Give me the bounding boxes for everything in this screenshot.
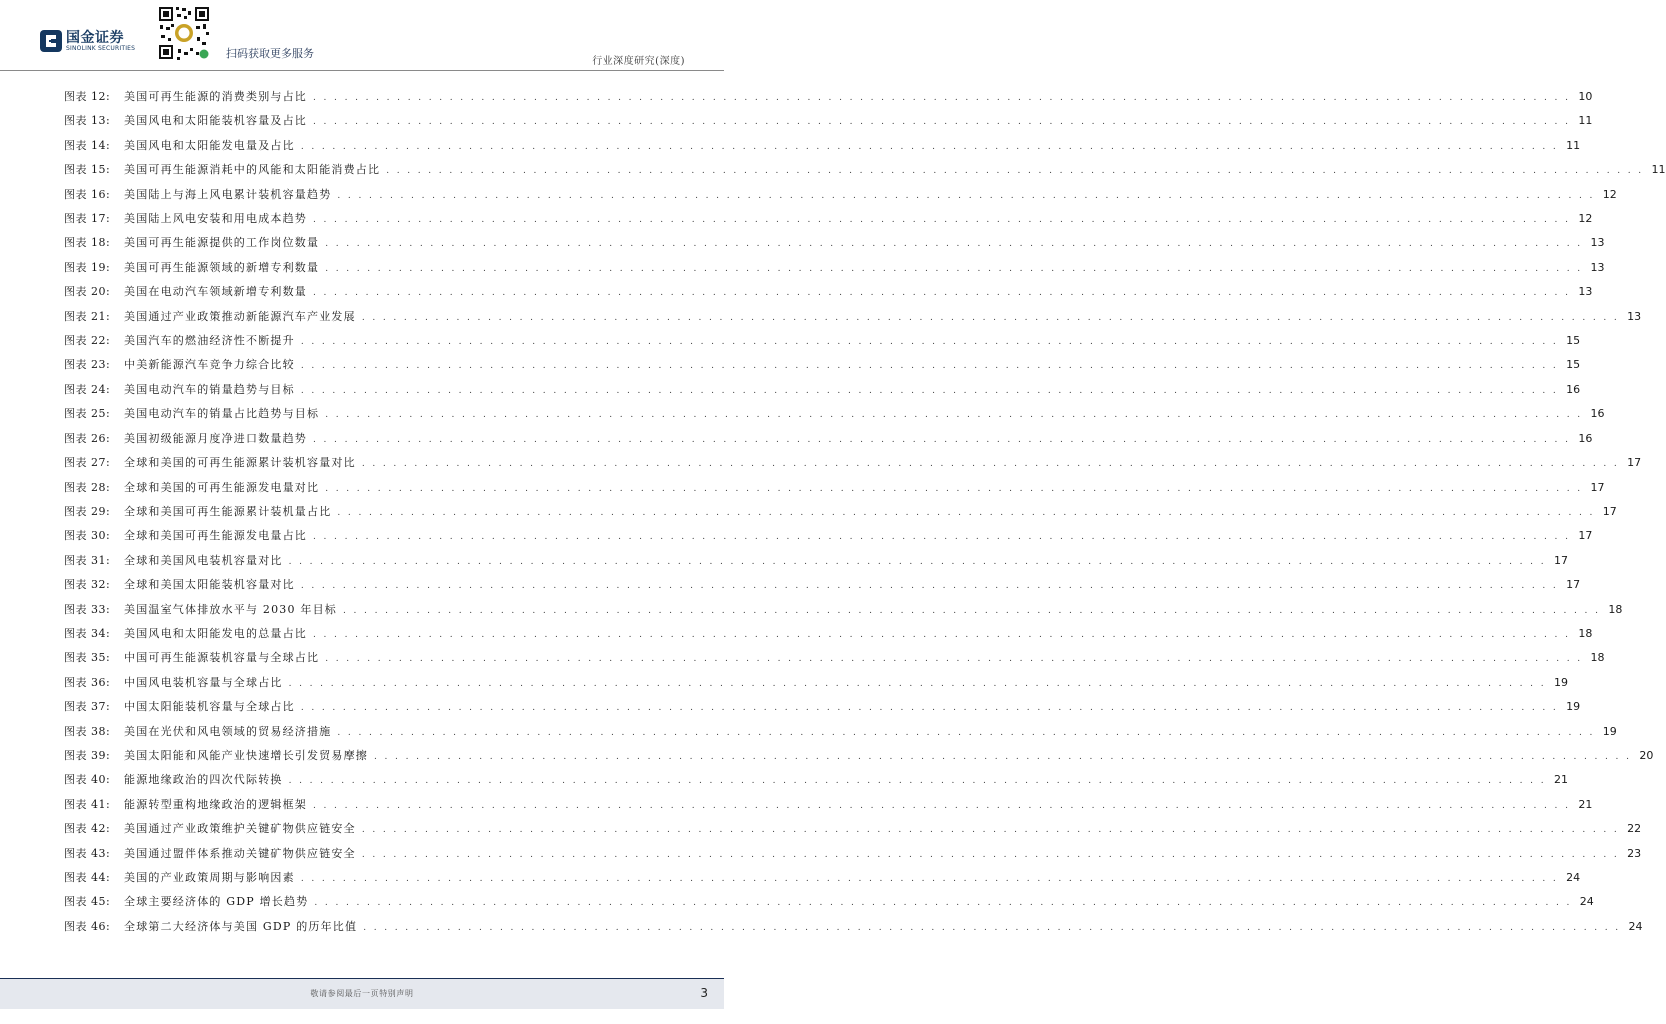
toc-entry-title: 美国通过产业政策维护关键矿物供应链安全: [124, 822, 356, 836]
toc-entry[interactable]: [64, 893, 1594, 917]
toc-dot-leader: . . . . . . . . . . . . . . . . . . . . . . . . . . . . . . . . . . . . . . . . . . . . . . . . . . . . . . . . . . . . . . . . . . . . . . . . . . . . . . . . . . . . . . . . . . . . . . . . . . . . . . . . . . . . . . . . . . . . . . . .: [313, 117, 1571, 128]
toc-entry[interactable]: [64, 796, 1593, 820]
toc-entry-page: 18: [1608, 602, 1623, 616]
toc-entry[interactable]: [64, 771, 1568, 795]
toc-entry-page: 11: [1566, 138, 1581, 152]
toc-entry[interactable]: [64, 625, 1593, 649]
toc-entry-label: 图表 35:: [64, 651, 111, 665]
toc-dot-leader: . . . . . . . . . . . . . . . . . . . . . . . . . . . . . . . . . . . . . . . . . . . . . . . . . . . . . . . . . . . . . . . . . . . . . . . . . . . . . . . . . . . . . . . . . . . . . . . . . . . . . . . . . . . . . . . . . . . . . . . .: [300, 581, 1559, 592]
toc-entry-title: 美国通过产业政策推动新能源汽车产业发展: [124, 309, 356, 323]
toc-entry-title: 全球主要经济体的 GDP 增长趋势: [124, 895, 309, 909]
toc-entry-label: 图表 18:: [64, 236, 111, 250]
toc-entry-label: 图表 38:: [64, 724, 111, 738]
toc-entry[interactable]: [64, 845, 1642, 869]
toc-entry-title: 美国温室气体排放水平与 2030 年目标: [124, 602, 337, 616]
toc-entry-page: 17: [1602, 504, 1617, 518]
toc-entry[interactable]: [64, 234, 1605, 258]
qr-code-icon[interactable]: [156, 2, 212, 64]
toc-dot-leader: . . . . . . . . . . . . . . . . . . . . . . . . . . . . . . . . . . . . . . . . . . . . . . . . . . . . . . . . . . . . . . . . . . . . . . . . . . . . . . . . . . . . . . . . . . . . . . . . . . . . . . . . . . . . . . . . . . . . . . . .: [361, 825, 1620, 836]
toc-entry-title: 美国电动汽车的销量占比趋势与目标: [124, 407, 320, 421]
toc-entry[interactable]: [64, 405, 1605, 429]
toc-dot-leader: . . . . . . . . . . . . . . . . . . . . . . . . . . . . . . . . . . . . . . . . . . . . . . . . . . . . . . . . . . . . . . . . . . . . . . . . . . . . . . . . . . . . . . . . . . . . . . . . . . . . . . . . . . . . . . . . . . . . . . . .: [325, 410, 1583, 421]
toc-entry[interactable]: [64, 869, 1581, 893]
toc-entry-page: 13: [1590, 260, 1605, 274]
toc-entry[interactable]: [64, 210, 1593, 234]
report-type: 行业深度研究(深度): [592, 56, 685, 67]
toc-entry-title: 美国电动汽车的销量趋势与目标: [124, 382, 295, 396]
toc-entry[interactable]: [64, 674, 1568, 698]
toc-entry[interactable]: [64, 283, 1593, 307]
toc-entry-title: 能源地缘政治的四次代际转换: [124, 773, 283, 787]
toc-entry[interactable]: [64, 649, 1605, 673]
toc-dot-leader: . . . . . . . . . . . . . . . . . . . . . . . . . . . . . . . . . . . . . . . . . . . . . . . . . . . . . . . . . . . . . . . . . . . . . . . . . . . . . . . . . . . . . . . . . . . . . . . . . . . . . . . . . . . . . . . . . . . . . . . .: [300, 337, 1559, 348]
toc-entry-page: 16: [1566, 382, 1581, 396]
toc-entry[interactable]: [64, 747, 1654, 771]
toc-entry-title: 全球和美国可再生能源累计装机量占比: [124, 504, 332, 518]
toc-dot-leader: . . . . . . . . . . . . . . . . . . . . . . . . . . . . . . . . . . . . . . . . . . . . . . . . . . . . . . . . . . . . . . . . . . . . . . . . . . . . . . . . . . . . . . . . . . . . . . . . . . . . . . . . . . . . . . . . . . . . . . . .: [288, 678, 1546, 689]
disclaimer-note: 敬请参阅最后一页特别声明: [310, 989, 414, 998]
toc-entry-page: 16: [1590, 407, 1605, 421]
toc-entry-page: 12: [1602, 187, 1617, 201]
toc-entry-page: 19: [1602, 724, 1617, 738]
toc-dot-leader: . . . . . . . . . . . . . . . . . . . . . . . . . . . . . . . . . . . . . . . . . . . . . . . . . . . . . . . . . . . . . . . . . . . . . . . . . . . . . . . . . . . . . . . . . . . . . . . . . . . . . . . . . . . . . . . . . . . . . . . .: [325, 263, 1583, 274]
toc-entry[interactable]: [64, 356, 1581, 380]
toc-dot-leader: . . . . . . . . . . . . . . . . . . . . . . . . . . . . . . . . . . . . . . . . . . . . . . . . . . . . . . . . . . . . . . . . . . . . . . . . . . . . . . . . . . . . . . . . . . . . . . . . . . . . . . . . . . . . . . . . . . . . . . . .: [313, 434, 1571, 445]
toc-entry[interactable]: [64, 430, 1593, 454]
toc-entry-page: 11: [1651, 163, 1666, 177]
toc-entry-label: 图表 45:: [64, 895, 111, 909]
toc-entry[interactable]: [64, 479, 1605, 503]
toc-entry-label: 图表 19:: [64, 260, 111, 274]
toc-dot-leader: . . . . . . . . . . . . . . . . . . . . . . . . . . . . . . . . . . . . . . . . . . . . . . . . . . . . . . . . . . . . . . . . . . . . . . . . . . . . . . . . . . . . . . . . . . . . . . . . . . . . . . . . . . . . . . . . . . . . . . . .: [313, 288, 1571, 299]
toc-entry-page: 17: [1566, 578, 1581, 592]
toc-entry-label: 图表 13:: [64, 114, 111, 128]
toc-entry-title: 美国汽车的燃油经济性不断提升: [124, 334, 295, 348]
toc-entry[interactable]: [64, 601, 1623, 625]
toc-entry[interactable]: [64, 576, 1581, 600]
toc-entry-page: 10: [1578, 90, 1593, 103]
toc-entry-label: 图表 46:: [64, 919, 111, 933]
toc-entry-title: 美国风电和太阳能发电的总量占比: [124, 626, 307, 640]
toc-entry-title: 美国的产业政策周期与影响因素: [124, 871, 295, 884]
toc-entry-page: 18: [1590, 651, 1605, 665]
toc-entry-label: 图表 31:: [64, 553, 111, 567]
toc-entry-page: 24: [1579, 895, 1594, 909]
toc-entry-title: 全球和美国的可再生能源累计装机容量对比: [124, 456, 356, 470]
toc-entry-title: 中美新能源汽车竞争力综合比较: [124, 358, 295, 372]
toc-entry-title: 美国在电动汽车领域新增专利数量: [124, 285, 307, 299]
header-divider: [0, 70, 724, 71]
toc-entry-label: 图表 42:: [64, 822, 111, 836]
toc-entry-label: 图表 25:: [64, 407, 111, 421]
toc-dot-leader: . . . . . . . . . . . . . . . . . . . . . . . . . . . . . . . . . . . . . . . . . . . . . . . . . . . . . . . . . . . . . . . . . . . . . . . . . . . . . . . . . . . . . . . . . . . . . . . . . . . . . . . . . . . . . . . . . . . . . . . .: [314, 898, 1572, 909]
toc-entry[interactable]: [64, 186, 1617, 210]
toc-dot-leader: . . . . . . . . . . . . . . . . . . . . . . . . . . . . . . . . . . . . . . . . . . . . . . . . . . . . . . . . . . . . . . . . . . . . . . . . . . . . . . . . . . . . . . . . . . . . . . . . . . . . . . . . . . . . . . . . . . . . . . . .: [386, 166, 1644, 177]
toc-dot-leader: . . . . . . . . . . . . . . . . . . . . . . . . . . . . . . . . . . . . . . . . . . . . . . . . . . . . . . . . . . . . . . . . . . . . . . . . . . . . . . . . . . . . . . . . . . . . . . . . . . . . . . . . . . . . . . . . . . . . . . . .: [325, 239, 1583, 250]
toc-entry-page: 17: [1553, 553, 1568, 567]
toc-entry-label: 图表 27:: [64, 456, 111, 470]
toc-entry-title: 中国太阳能装机容量与全球占比: [124, 700, 295, 714]
toc-dot-leader: . . . . . . . . . . . . . . . . . . . . . . . . . . . . . . . . . . . . . . . . . . . . . . . . . . . . . . . . . . . . . . . . . . . . . . . . . . . . . . . . . . . . . . . . . . . . . . . . . . . . . . . . . . . . . . . . . . . . . . . .: [361, 459, 1620, 470]
toc-dot-leader: . . . . . . . . . . . . . . . . . . . . . . . . . . . . . . . . . . . . . . . . . . . . . . . . . . . . . . . . . . . . . . . . . . . . . . . . . . . . . . . . . . . . . . . . . . . . . . . . . . . . . . . . . . . . . . . . . . . . . . . .: [300, 874, 1559, 884]
toc-entry-page: 21: [1578, 797, 1593, 811]
toc-entry-label: 图表 24:: [64, 382, 111, 396]
brand-name-en: SINOLINK SECURITIES: [66, 45, 136, 52]
toc-entry[interactable]: [64, 112, 1593, 136]
toc-dot-leader: . . . . . . . . . . . . . . . . . . . . . . . . . . . . . . . . . . . . . . . . . . . . . . . . . . . . . . . . . . . . . . . . . . . . . . . . . . . . . . . . . . . . . . . . . . . . . . . . . . . . . . . . . . . . . . . . . . . . . . . .: [337, 507, 1595, 518]
toc-entry-label: 图表 16:: [64, 187, 111, 201]
toc-entry-page: 18: [1578, 626, 1593, 640]
brand-name-cn: 国金证券: [66, 30, 124, 46]
toc-dot-leader: . . . . . . . . . . . . . . . . . . . . . . . . . . . . . . . . . . . . . . . . . . . . . . . . . . . . . . . . . . . . . . . . . . . . . . . . . . . . . . . . . . . . . . . . . . . . . . . . . . . . . . . . . . . . . . . . . . . . . . . .: [361, 849, 1620, 860]
toc-entry-page: 15: [1566, 334, 1581, 348]
toc-entry-label: 图表 15:: [64, 163, 111, 177]
chart-index-list: [64, 88, 1666, 942]
toc-dot-leader: . . . . . . . . . . . . . . . . . . . . . . . . . . . . . . . . . . . . . . . . . . . . . . . . . . . . . . . . . . . . . . . . . . . . . . . . . . . . . . . . . . . . . . . . . . . . . . . . . . . . . . . . . . . . . . . . . . . . . . . .: [313, 215, 1571, 226]
toc-entry-label: 图表 22:: [64, 334, 111, 348]
toc-entry[interactable]: [64, 161, 1666, 185]
sinolink-logo-icon: [40, 30, 62, 52]
toc-dot-leader: . . . . . . . . . . . . . . . . . . . . . . . . . . . . . . . . . . . . . . . . . . . . . . . . . . . . . . . . . . . . . . . . . . . . . . . . . . . . . . . . . . . . . . . . . . . . . . . . . . . . . . . . . . . . . . . . . . . . . . . .: [337, 190, 1595, 201]
toc-dot-leader: . . . . . . . . . . . . . . . . . . . . . . . . . . . . . . . . . . . . . . . . . . . . . . . . . . . . . . . . . . . . . . . . . . . . . . . . . . . . . . . . . . . . . . . . . . . . . . . . . . . . . . . . . . . . . . . . . . . . . . . .: [337, 727, 1595, 738]
toc-dot-leader: . . . . . . . . . . . . . . . . . . . . . . . . . . . . . . . . . . . . . . . . . . . . . . . . . . . . . . . . . . . . . . . . . . . . . . . . . . . . . . . . . . . . . . . . . . . . . . . . . . . . . . . . . . . . . . . . . . . . . . . .: [300, 141, 1559, 152]
toc-dot-leader: . . . . . . . . . . . . . . . . . . . . . . . . . . . . . . . . . . . . . . . . . . . . . . . . . . . . . . . . . . . . . . . . . . . . . . . . . . . . . . . . . . . . . . . . . . . . . . . . . . . . . . . . . . . . . . . . . . . . . . . .: [300, 361, 1559, 372]
toc-entry[interactable]: [64, 698, 1581, 722]
toc-entry-label: 图表 14:: [64, 138, 111, 152]
toc-dot-leader: . . . . . . . . . . . . . . . . . . . . . . . . . . . . . . . . . . . . . . . . . . . . . . . . . . . . . . . . . . . . . . . . . . . . . . . . . . . . . . . . . . . . . . . . . . . . . . . . . . . . . . . . . . . . . . . . . . . . . . . .: [361, 312, 1620, 323]
toc-entry-label: 图表 37:: [64, 700, 111, 714]
toc-entry-page: 17: [1578, 529, 1593, 543]
toc-entry-title: 全球和美国可再生能源发电量占比: [124, 529, 307, 543]
toc-entry-title: 全球和美国风电装机容量对比: [124, 553, 283, 567]
toc-entry[interactable]: [64, 454, 1642, 478]
toc-entry-page: 13: [1627, 309, 1642, 323]
toc-entry[interactable]: [64, 88, 1593, 112]
toc-entry-label: 图表 43:: [64, 846, 111, 860]
page-number: 3: [700, 986, 708, 1000]
toc-entry-page: 24: [1566, 871, 1581, 884]
toc-entry-label: 图表 30:: [64, 529, 111, 543]
company-logo: [40, 25, 150, 59]
toc-entry-page: 17: [1590, 480, 1605, 494]
toc-entry-title: 美国太阳能和风能产业快速增长引发贸易摩擦: [124, 748, 368, 762]
toc-entry[interactable]: [64, 381, 1581, 405]
toc-entry-title: 能源转型重构地缘政治的逻辑框架: [124, 797, 307, 811]
toc-entry-title: 美国可再生能源领域的新增专利数量: [124, 260, 320, 274]
toc-entry-label: 图表 23:: [64, 358, 111, 372]
toc-entry-label: 图表 21:: [64, 309, 111, 323]
toc-dot-leader: . . . . . . . . . . . . . . . . . . . . . . . . . . . . . . . . . . . . . . . . . . . . . . . . . . . . . . . . . . . . . . . . . . . . . . . . . . . . . . . . . . . . . . . . . . . . . . . . . . . . . . . . . . . . . . . . . . . . . . . .: [374, 751, 1632, 762]
toc-entry-title: 美国初级能源月度净进口数量趋势: [124, 431, 307, 445]
toc-entry-page: 16: [1578, 431, 1593, 445]
toc-dot-leader: . . . . . . . . . . . . . . . . . . . . . . . . . . . . . . . . . . . . . . . . . . . . . . . . . . . . . . . . . . . . . . . . . . . . . . . . . . . . . . . . . . . . . . . . . . . . . . . . . . . . . . . . . . . . . . . . . . . . . . . .: [288, 776, 1546, 787]
toc-dot-leader: . . . . . . . . . . . . . . . . . . . . . . . . . . . . . . . . . . . . . . . . . . . . . . . . . . . . . . . . . . . . . . . . . . . . . . . . . . . . . . . . . . . . . . . . . . . . . . . . . . . . . . . . . . . . . . . . . . . . . . . .: [325, 483, 1583, 494]
toc-entry-label: 图表 39:: [64, 748, 111, 762]
toc-entry[interactable]: [64, 820, 1642, 844]
toc-entry-page: 11: [1578, 114, 1593, 128]
toc-dot-leader: . . . . . . . . . . . . . . . . . . . . . . . . . . . . . . . . . . . . . . . . . . . . . . . . . . . . . . . . . . . . . . . . . . . . . . . . . . . . . . . . . . . . . . . . . . . . . . . . . . . . . . . . . . . . . . . . . . . . . . . .: [313, 629, 1571, 640]
toc-entry-title: 全球和美国的可再生能源发电量对比: [124, 480, 320, 494]
toc-dot-leader: . . . . . . . . . . . . . . . . . . . . . . . . . . . . . . . . . . . . . . . . . . . . . . . . . . . . . . . . . . . . . . . . . . . . . . . . . . . . . . . . . . . . . . . . . . . . . . . . . . . . . . . . . . . . . . . . . . . . . . . .: [313, 800, 1571, 811]
toc-entry-label: 图表 44:: [64, 871, 111, 884]
toc-entry-title: 美国可再生能源提供的工作岗位数量: [124, 236, 320, 250]
toc-entry[interactable]: [64, 723, 1617, 747]
toc-entry-title: 美国风电和太阳能装机容量及占比: [124, 114, 307, 128]
toc-entry-title: 美国陆上风电安装和用电成本趋势: [124, 212, 307, 226]
toc-entry-page: 22: [1627, 822, 1642, 836]
toc-entry-label: 图表 33:: [64, 602, 111, 616]
toc-entry-label: 图表 36:: [64, 675, 111, 689]
toc-entry-page: 23: [1627, 846, 1642, 860]
toc-entry-page: 24: [1628, 919, 1643, 933]
toc-entry-label: 图表 17:: [64, 212, 111, 226]
toc-entry-page: 15: [1566, 358, 1581, 372]
toc-entry-title: 美国通过盟伴体系推动关键矿物供应链安全: [124, 846, 356, 860]
toc-entry-label: 图表 32:: [64, 578, 111, 592]
toc-entry-label: 图表 34:: [64, 626, 111, 640]
toc-entry-page: 20: [1639, 748, 1654, 762]
toc-entry-label: 图表 28:: [64, 480, 111, 494]
toc-entry-label: 图表 40:: [64, 773, 111, 787]
toc-entry-title: 美国陆上与海上风电累计装机容量趋势: [124, 187, 332, 201]
toc-entry-title: 美国风电和太阳能发电量及占比: [124, 138, 295, 152]
toc-entry-page: 12: [1578, 212, 1593, 226]
toc-entry-title: 美国可再生能源的消费类别与占比: [124, 90, 307, 103]
toc-entry-page: 17: [1627, 456, 1642, 470]
toc-entry-label: 图表 12:: [64, 90, 111, 103]
toc-entry-title: 全球和美国太阳能装机容量对比: [124, 578, 295, 592]
toc-entry[interactable]: [64, 308, 1642, 332]
toc-entry-page: 19: [1553, 675, 1568, 689]
toc-entry-page: 21: [1553, 773, 1568, 787]
toc-entry-title: 中国风电装机容量与全球占比: [124, 675, 283, 689]
toc-dot-leader: . . . . . . . . . . . . . . . . . . . . . . . . . . . . . . . . . . . . . . . . . . . . . . . . . . . . . . . . . . . . . . . . . . . . . . . . . . . . . . . . . . . . . . . . . . . . . . . . . . . . . . . . . . . . . . . . . . . . . . . .: [363, 922, 1621, 933]
toc-entry-page: 13: [1578, 285, 1593, 299]
toc-entry-title: 美国在光伏和风电领域的贸易经济措施: [124, 724, 332, 738]
toc-dot-leader: . . . . . . . . . . . . . . . . . . . . . . . . . . . . . . . . . . . . . . . . . . . . . . . . . . . . . . . . . . . . . . . . . . . . . . . . . . . . . . . . . . . . . . . . . . . . . . . . . . . . . . . . . . . . . . . . . . . . . . . .: [300, 703, 1559, 714]
toc-dot-leader: . . . . . . . . . . . . . . . . . . . . . . . . . . . . . . . . . . . . . . . . . . . . . . . . . . . . . . . . . . . . . . . . . . . . . . . . . . . . . . . . . . . . . . . . . . . . . . . . . . . . . . . . . . . . . . . . . . . . . . . .: [325, 654, 1583, 665]
toc-entry[interactable]: [64, 552, 1568, 576]
toc-entry-label: 图表 26:: [64, 431, 111, 445]
toc-entry-page: 13: [1590, 236, 1605, 250]
toc-entry-label: 图表 29:: [64, 504, 111, 518]
toc-entry[interactable]: [64, 918, 1643, 942]
toc-dot-leader: . . . . . . . . . . . . . . . . . . . . . . . . . . . . . . . . . . . . . . . . . . . . . . . . . . . . . . . . . . . . . . . . . . . . . . . . . . . . . . . . . . . . . . . . . . . . . . . . . . . . . . . . . . . . . . . . . . . . . . . .: [313, 532, 1571, 543]
toc-entry-title: 全球第二大经济体与美国 GDP 的历年比值: [124, 919, 358, 933]
qr-caption: 扫码获取更多服务: [226, 47, 314, 60]
toc-dot-leader: . . . . . . . . . . . . . . . . . . . . . . . . . . . . . . . . . . . . . . . . . . . . . . . . . . . . . . . . . . . . . . . . . . . . . . . . . . . . . . . . . . . . . . . . . . . . . . . . . . . . . . . . . . . . . . . . . . . . . . . .: [288, 556, 1546, 567]
toc-entry-page: 19: [1566, 700, 1581, 714]
toc-entry-title: 中国可再生能源装机容量与全球占比: [124, 651, 320, 665]
toc-entry[interactable]: [64, 332, 1581, 356]
page-header: [0, 0, 724, 72]
toc-entry-title: 美国可再生能源消耗中的风能和太阳能消费占比: [124, 163, 381, 177]
toc-entry-label: 图表 41:: [64, 797, 111, 811]
toc-dot-leader: . . . . . . . . . . . . . . . . . . . . . . . . . . . . . . . . . . . . . . . . . . . . . . . . . . . . . . . . . . . . . . . . . . . . . . . . . . . . . . . . . . . . . . . . . . . . . . . . . . . . . . . . . . . . . . . . . . . . . . . .: [313, 93, 1571, 103]
toc-entry[interactable]: [64, 503, 1617, 527]
toc-dot-leader: . . . . . . . . . . . . . . . . . . . . . . . . . . . . . . . . . . . . . . . . . . . . . . . . . . . . . . . . . . . . . . . . . . . . . . . . . . . . . . . . . . . . . . . . . . . . . . . . . . . . . . . . . . . . . . . . . . . . . . . .: [343, 605, 1601, 616]
toc-dot-leader: . . . . . . . . . . . . . . . . . . . . . . . . . . . . . . . . . . . . . . . . . . . . . . . . . . . . . . . . . . . . . . . . . . . . . . . . . . . . . . . . . . . . . . . . . . . . . . . . . . . . . . . . . . . . . . . . . . . . . . . .: [300, 385, 1559, 396]
toc-entry[interactable]: [64, 137, 1581, 161]
toc-entry-label: 图表 20:: [64, 285, 111, 299]
toc-entry[interactable]: [64, 527, 1593, 551]
toc-entry[interactable]: [64, 259, 1605, 283]
